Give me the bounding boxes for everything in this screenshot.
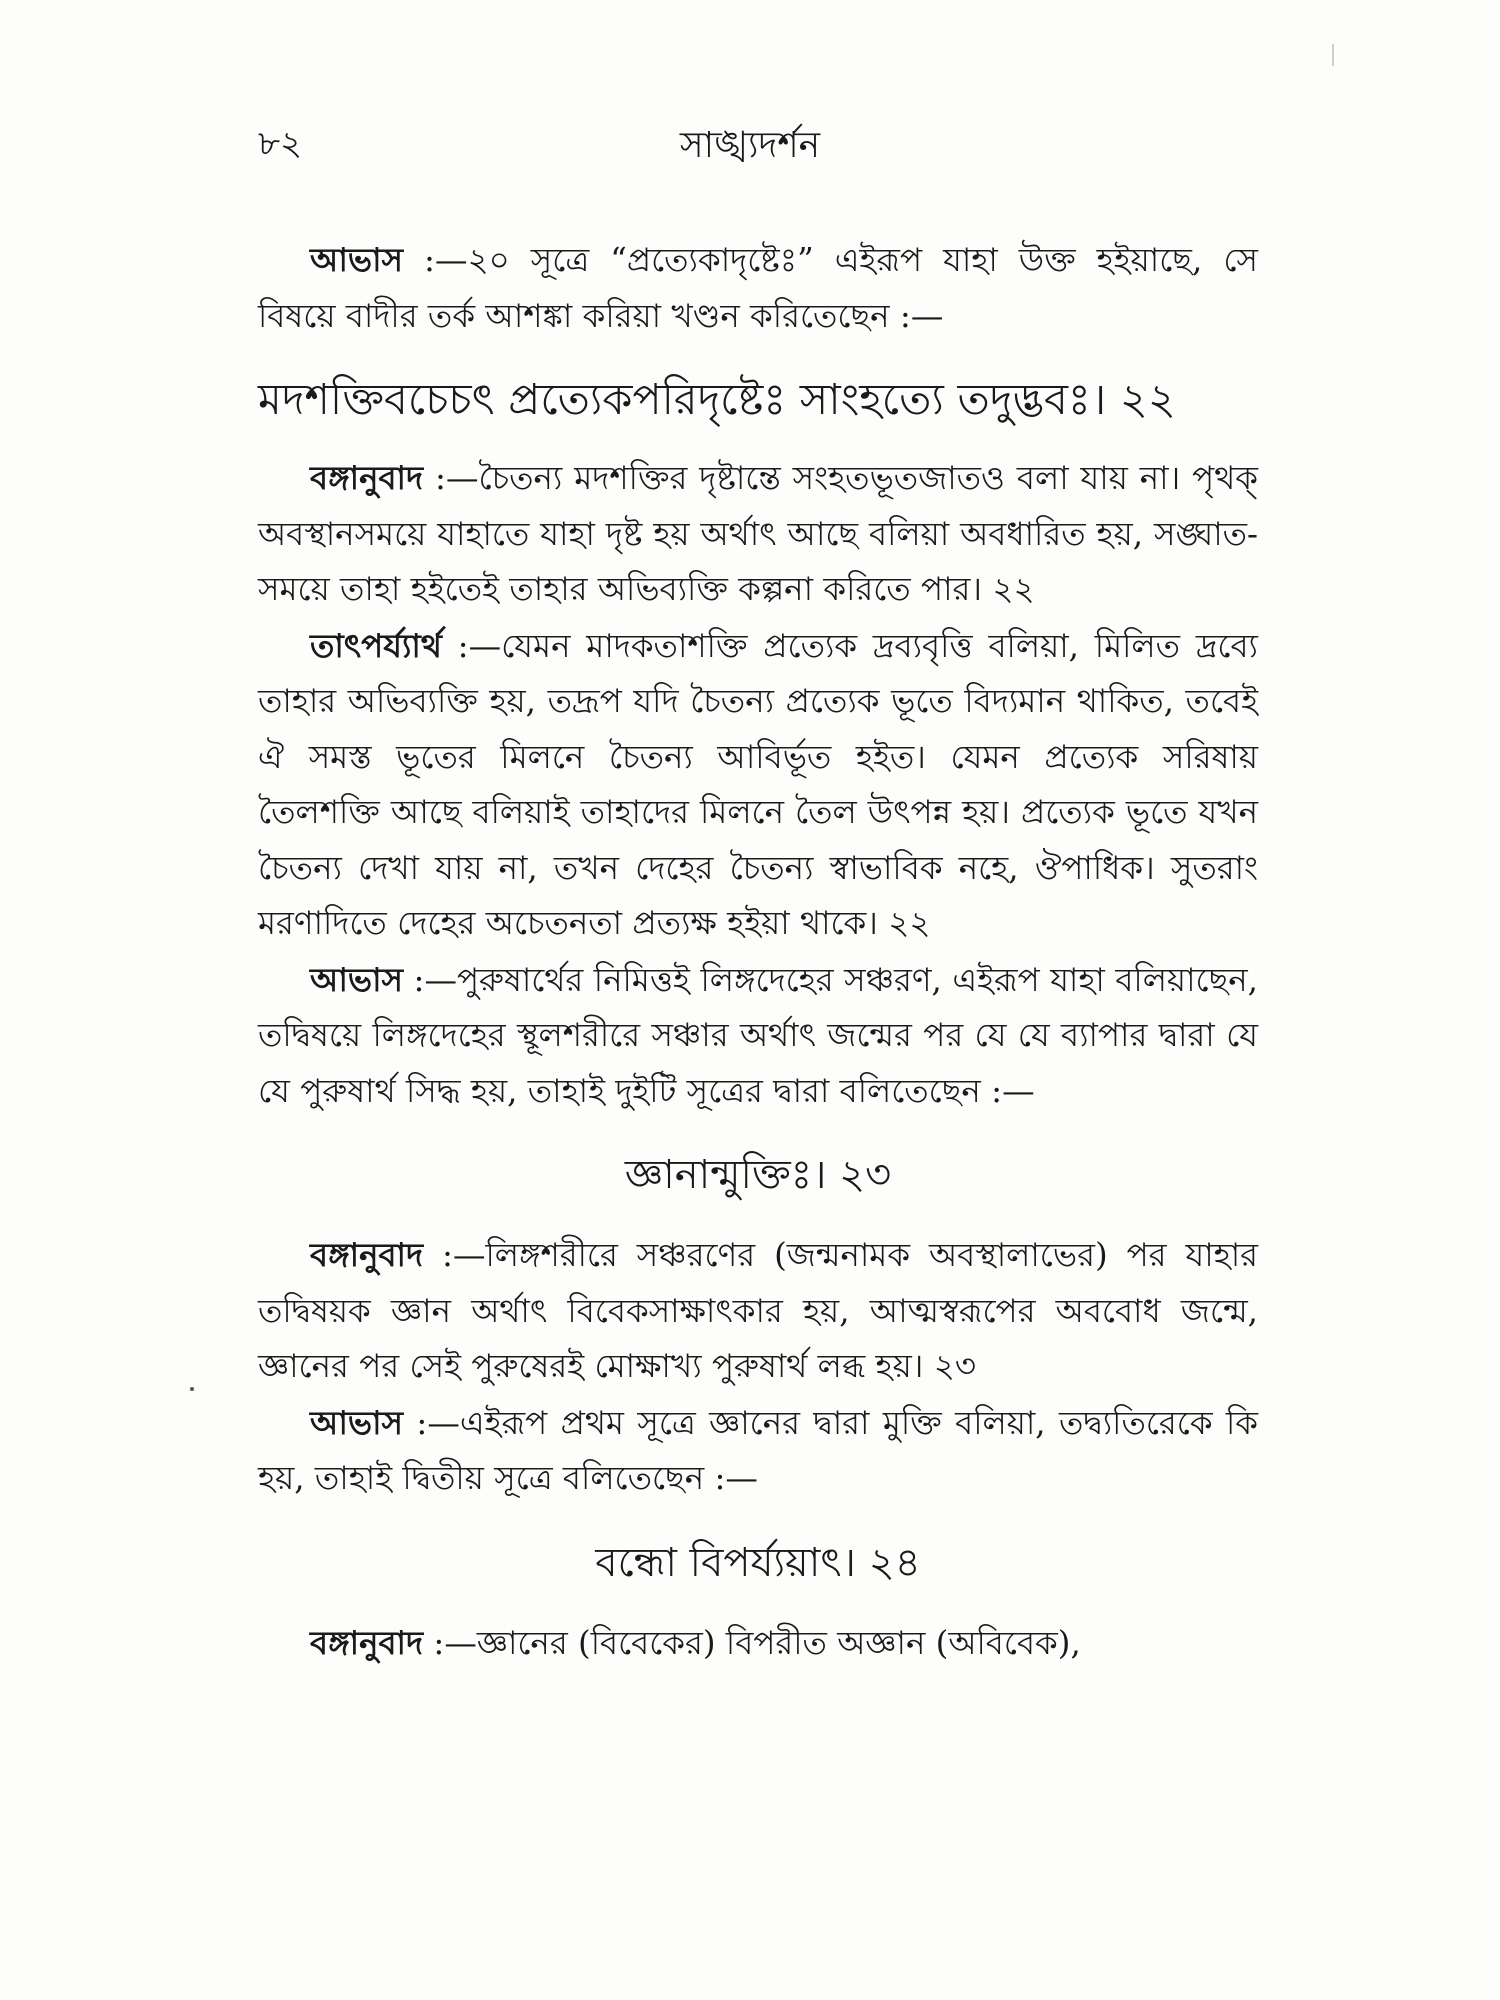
section-label: বঙ্গানুবাদ [310,458,424,497]
paragraph-text: :—যেমন মাদকতাশক্তি প্রত্যেক দ্রব্যবৃত্তি বলিয়া, মিলিত দ্রব্যে তাহার অভিব্যক্তি হয়, তদ্রূপ যদি চৈতন্য প্রত্যেক ভূতে বিদ্যমান থাকিত, তবেই ঐ সমস্ত ভূতের মিলনে চৈতন্য আবির্ভূত হইত। যেমন প্রত্যেক সরিষায় তৈলশক্তি আছে বলিয়াই তাহাদের মিলনে তৈল উৎপন্ন হয়। প্রত্যেক ভূতে যখন চৈতন্য দেখা যায় না, তখন দেহের চৈতন্য স্বাভাবিক নহে, ঔপাধিক। সুতরাং মরণাদিতে দেহের অচেতনতা প্রত্যক্ষ হইয়া থাকে। ২২ [258,626,1258,942]
section-label: আভাস [310,959,404,999]
sutra-22: মদশক্তিবচেচৎ প্রত্যেকপরিদৃষ্টেঃ সাংহত্যে তদুদ্ভবঃ। ২২ [258,375,1176,425]
section-label: বঙ্গানুবাদ [310,1235,424,1274]
paragraph-text: :—এইরূপ প্রথম সূত্রে জ্ঞানের দ্বারা মুক্তি বলিয়া, তদ্ব্যতিরেকে কি হয়, তাহাই দ্বিতীয় সূত্রে বলিতেছেন :— [258,1403,1258,1497]
section-label: বঙ্গানুবাদ [310,1622,424,1662]
sutra-24: বন্ধো বিপর্য্যয়াৎ। ২৪ [595,1539,921,1586]
paragraph-text: :—লিঙ্গশরীরে সঞ্চরণের (জন্মনামক অবস্থালাভের) পর যাহার তদ্বিষয়ক জ্ঞান অর্থাৎ বিবেকসাক্ষাৎকার হয়, আত্মস্বরূপের অববোধ জন্মে, জ্ঞানের পর সেই পুরুষেরই মোক্ষাখ্য পুরুষার্থ লব্ধ হয়। ২৩ [258,1236,1258,1385]
sutra-23: জ্ঞানান্মুক্তিঃ। ২৩ [624,1152,892,1198]
meaning-paragraph-22 [258,618,1258,952]
section-label: আভাস [310,1402,404,1442]
page-number: ৮২ [258,124,303,164]
abhas-paragraph-2 [258,952,1258,1120]
running-title: সাঙ্খ্যদর্শন [679,125,821,166]
translation-paragraph-24 [258,1615,1258,1672]
margin-dot [190,1387,194,1391]
abhas-paragraph-1 [258,232,1258,344]
scan-speck [1332,44,1334,66]
running-header [0,118,1500,168]
section-label: তাৎপর্য্যার্থ [310,625,442,665]
abhas-paragraph-3 [258,1395,1258,1507]
page-body [258,232,1258,1671]
paragraph-text: :—জ্ঞানের (বিবেকের) বিপরীত অজ্ঞান (অবিবেক), [423,1623,1081,1662]
translation-paragraph-23 [258,1227,1258,1395]
paragraph-text: :—চৈতন্য মদশক্তির দৃষ্টান্তে সংহতভূতজাতও বলা যায় না। পৃথক্ অবস্থানসময়ে যাহাতে যাহা দৃষ্ট হয় অর্থাৎ আছে বলিয়া অবধারিত হয়, সঙ্ঘাত-সময়ে তাহা হইতেই তাহার অভিব্যক্তি কল্পনা করিতে পার। ২২ [258,459,1258,608]
translation-paragraph-22 [258,450,1258,618]
paragraph-text: :—২০ সূত্রে “প্রত্যেকাদৃষ্টেঃ” এইরূপ যাহা উক্ত হইয়াছে, সে বিষয়ে বাদীর তর্ক আশঙ্কা করিয়া খণ্ডন করিতেছেন :— [258,241,1258,335]
paragraph-text: :—পুরুষার্থের নিমিত্তই লিঙ্গদেহের সঞ্চরণ, এইরূপ যাহা বলিয়াছেন, তদ্বিষয়ে লিঙ্গদেহের স্থূলশরীরে সঞ্চার অর্থাৎ জন্মের পর যে যে ব্যাপার দ্বারা যে যে পুরুষার্থ সিদ্ধ হয়, তাহাই দুইটি সূত্রের দ্বারা বলিতেছেন :— [258,960,1258,1110]
section-label: আভাস [310,240,404,279]
